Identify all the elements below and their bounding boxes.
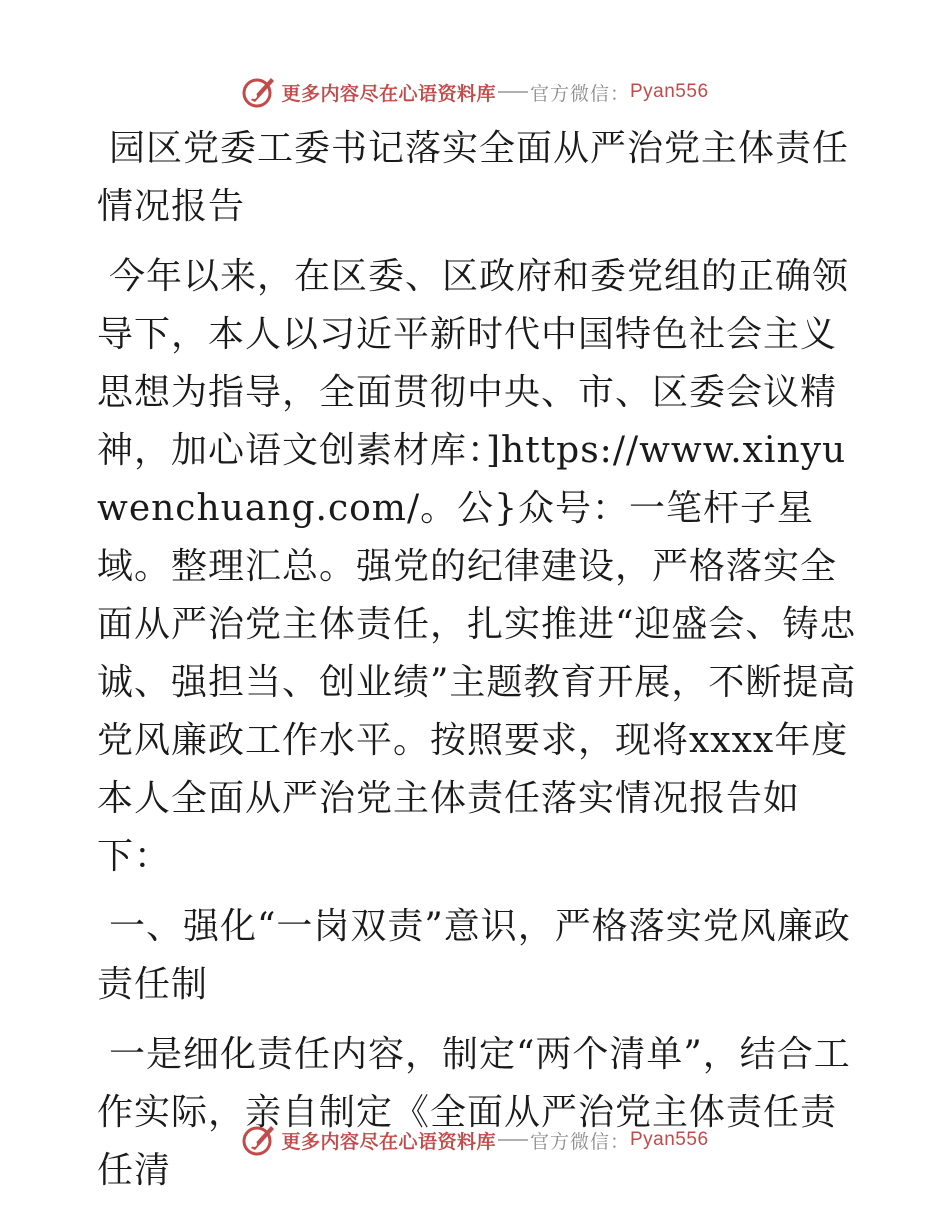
watermark-official-label: 官方微信： (529, 82, 630, 105)
watermark-contact: Pyan556 (630, 1129, 709, 1150)
section-paragraph-1: 一是细化责任内容，制定“两个清单”，结合工作实际，亲自制定《全面从严治党主体责任责任清 (97, 1034, 851, 1191)
intro-paragraph: 今年以来，在区委、区政府和委党组的正确领导下，本人以习近平新时代中国特色社会主义思想为指导，全面贯彻中央、市、区委会议精神，加心语文创素材库：]https://www.xinyuwenchuang.com/。公}众号：一笔杆子星域。整理汇总。强党的纪律建设，严格落实全面从严治党主体责任，扎实推进“迎盛会、铸忠诚、强担当、创业绩”主题教育开展，不断提高党风廉政工作水平。按照要求，现将xxxx年度本人全面从严治党主体责任落实情况报告如下： (97, 256, 857, 877)
watermark-brand-text: 更多内容尽在心语资料库 (281, 82, 496, 105)
quill-pen-icon (241, 74, 277, 110)
watermark-divider (498, 91, 528, 93)
watermark-contact: Pyan556 (630, 81, 709, 102)
document-title: 园区党委工委书记落实全面从严治党主体责任情况报告 (97, 128, 850, 227)
footer-watermark (0, 1118, 950, 1162)
watermark-divider (498, 1139, 528, 1141)
header-watermark (0, 70, 950, 114)
watermark-official-label: 官方微信： (529, 1130, 630, 1153)
section-heading-1: 一、强化“一岗双责”意识，严格落实党风廉政责任制 (97, 906, 851, 1005)
watermark-brand-text: 更多内容尽在心语资料库 (281, 1130, 496, 1153)
quill-pen-icon (241, 1122, 277, 1158)
document-body (97, 120, 857, 1212)
